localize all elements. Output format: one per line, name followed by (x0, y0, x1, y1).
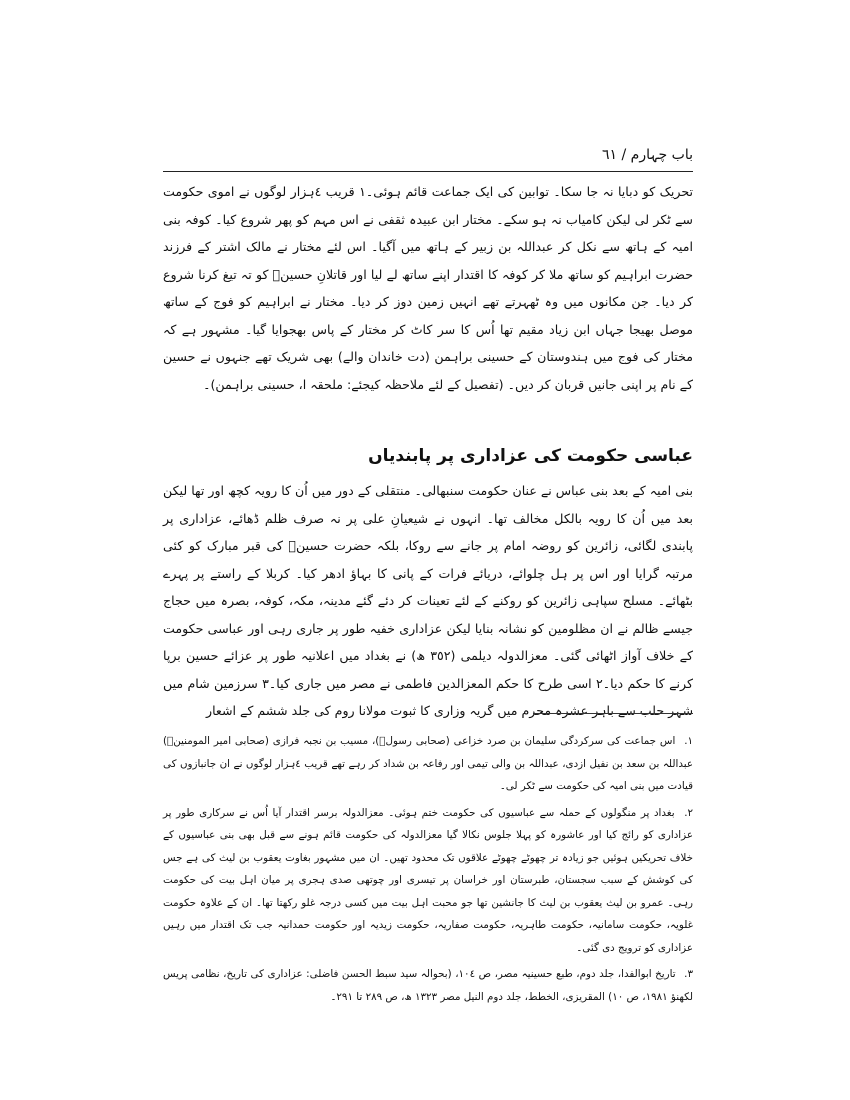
body-paragraph-1: تحریک کو دبایا نہ جا سکا۔ توابین کی ایک جماعت قائم ہوئی۔١ قریب ٤ہزار لوگوں نے اموی حکومت سے ٹکر لی لیکن کامیاب نہ ہو سکے۔ مختار ابن عبیدہ ثقفی نے اس مہم کو پھر شروع کیا۔ کوفہ بنی امیہ کے ہاتھ سے نکل کر عبداللہ بن زبیر کے ہاتھ میں آگیا۔ اس لئے مختار نے مالک اشتر کے فرزند حضرت ابراہیم کو ساتھ ملا کر کوفہ کا اقتدار اپنے ساتھ لے لیا اور قاتلانِ حسینؑ کو تہ تیغ کرنا شروع کر دیا۔ جن مکانوں میں وہ ٹھہرتے تھے انہیں زمین دوز کر دیا۔ مختار نے ابراہیم کو فوج کے ساتھ موصل بھیجا جہاں ابن زیاد مقیم تھا اُس کا سر کاٹ کر مختار کے پاس بھجوایا گیا۔ مشہور ہے کہ مختار کی فوج میں ہندوستان کے حسینی براہمن (دت خاندان والے) بھی شریک تھے جنہوں نے حسین کے نام پر اپنی جانیں قربان کر دیں۔ (تفصیل کے لئے ملاحظہ کیجئے: ملحقہ ا، حسینی براہمن)۔ (163, 184, 693, 392)
footnote-text: اس جماعت کی سرکردگی سلیمان بن صرد خزاعی (صحابی رسولؐ)، مسیب بن نجبہ فرازی (صحابی امیر المومنینؑ) عبداللہ بن سعد بن نفیل ازدی، عبداللہ بن والی تیمی اور رفاعہ بن شداد کر رہے تھے قریب ٤ہزار لوگوں نے ان جانبازوں کی قیادت میں بنی امیہ کی حکومت سے ٹکر لی۔ (163, 735, 693, 792)
footnote-number: ١. (684, 735, 693, 747)
body-paragraph-2: بنی امیہ کے بعد بنی عباس نے عنان حکومت سنبھالی۔ منتقلی کے دور میں اُن کا رویہ کچھ اور تھا لیکن بعد میں اُن کا رویہ بالکل مخالف تھا۔ انہوں نے شیعیانِ علی پر نہ صرف ظلم ڈھائے، عزاداری پر پابندی لگائی، زائرین کو روضہ امام پر جانے سے روکا، بلکہ حضرت حسینؑ کی قبر مبارک کو کئی مرتبہ گرایا اور اس پر ہل چلوائے، دریائے فرات کے پانی کا بہاؤ ادھر کیا۔ کربلا کے راستے پر پہرے بٹھائے۔ مسلح سپاہی زائرین کو روکنے کے لئے تعینات کر دئے گئے مدینہ، مکہ، کوفہ، بصرہ میں حجاج جیسے ظالم نے ان مظلومین کو نشانہ بنایا لیکن عزاداری خفیہ طور پر جاری رہی اور عباسی حکومت کے خلاف آواز اٹھائی گئی۔ معزالدولہ دیلمی (٣٥٢ ھ) نے بغداد میں اعلانیہ طور پر عزائے حسین برپا کرنے کا حکم دیا۔٢ اسی طرح کا حکم المعزالدین فاطمی نے مصر میں جاری کیا۔٣ سرزمین شام میں شہر حلب سے باہر عشرہ محرم میں گریہ وزاری کا ثبوت مولانا روم کی جلد ششم کے اشعار (163, 483, 693, 718)
running-header (163, 145, 693, 172)
section-heading: عباسی حکومت کی عزاداری پر پابندیاں (368, 446, 693, 466)
footnote-number: ٣. (684, 968, 693, 980)
footnote-2 (163, 802, 693, 960)
footnote-text: تاریخ ابوالفدا، جلد دوم، طبع حسینیہ مصر، ص ١٠٤، (بحوالہ سید سبط الحسن فاضلی: عزاداری کی تاریخ، نظامی پریس لکھنؤ ١٩٨١، ص ١٠) المقریزی، الخطط، جلد دوم النیل مصر ١٣٢٣ ھ، ص ٢٨٩ تا ٢٩١۔ (163, 968, 693, 1003)
footnote-1 (163, 730, 693, 798)
footnote-text: بغداد پر منگولوں کے حملہ سے عباسیوں کی حکومت ختم ہوئی۔ معزالدولہ برسر اقتدار آیا اُس نے سرکاری طور پر عزاداری کو رائج کیا اور عاشورہ کو پہلا جلوس نکالا گیا معزالدولہ کی حکومت قائم ہونے سے قبل بھی بنی عباسیوں کے خلاف تحریکیں ہوئیں جو زیادہ تر چھوٹے چھوٹے علاقوں تک محدود تھیں۔ ان میں مشہور بغاوت یعقوب بن لیث کی ہے جس کی کوشش کے سبب سجستان، طبرستان اور خراسان پر تیسری اور چوتھی صدی ہجری پر میان اہل بیت کی حکومت رہی۔ عمرو بن لیث یعقوب بن لیث کا جانشین تھا جو محبت اہل بیت میں کسی درجہ غلو رکھتا تھا۔ ان کے علاوہ حکومت غلویہ، حکومت سامانیہ، حکومت طاہریہ، حکومت صفاریہ، حکومت زیدیہ اور حکومت حمدانیہ جب تک اقتدار میں رہیں عزاداری کو ترویج دی گئی۔ (163, 806, 693, 954)
chapter-page-label: باب چہارم / ٦١ (601, 147, 693, 163)
footnote-3 (163, 963, 693, 1008)
footnotes-list (163, 730, 693, 1012)
footnote-number: ٢. (684, 806, 694, 819)
footnote-separator (533, 713, 693, 714)
